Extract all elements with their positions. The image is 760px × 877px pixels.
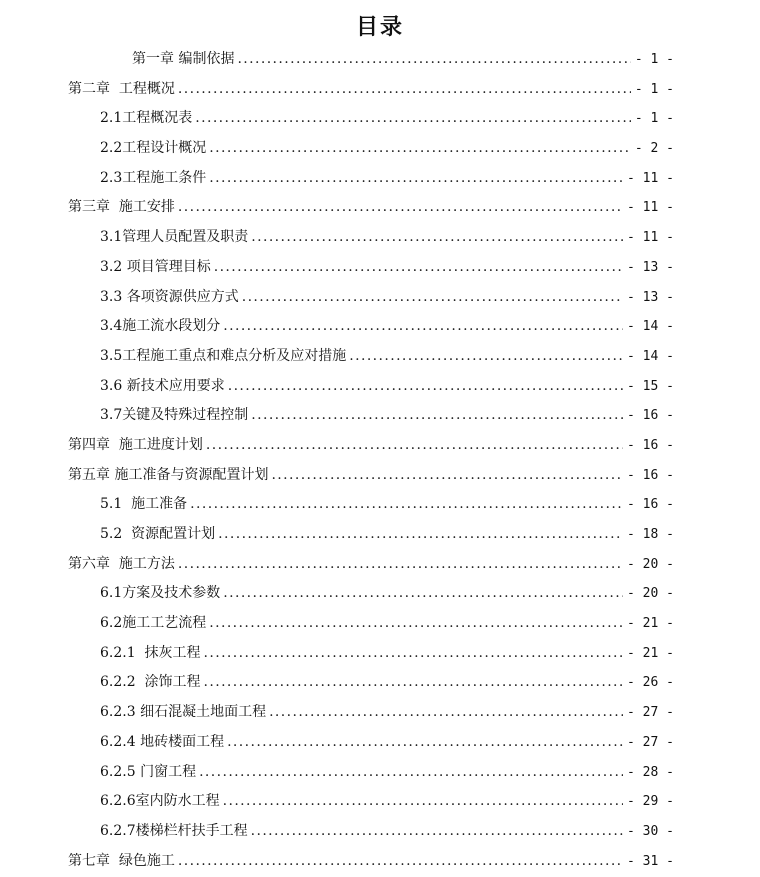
toc-entry-page: - 27 - <box>627 734 674 750</box>
toc-entry-label: 6.2.2 涂饰工程 <box>100 674 201 691</box>
toc-entry-label: 3.7关键及特殊过程控制 <box>100 407 249 424</box>
toc-entry[interactable] <box>0 787 760 817</box>
toc-entry-page: - 1 - <box>634 81 674 97</box>
toc-entry[interactable] <box>0 520 760 550</box>
toc-entry-page: - 27 - <box>627 705 674 721</box>
toc-entry[interactable] <box>0 847 760 877</box>
toc-entry[interactable] <box>0 431 760 461</box>
leader-dots <box>251 223 623 253</box>
toc-entry[interactable] <box>0 312 760 342</box>
leader-dots <box>204 668 624 698</box>
toc-entry-page: - 16 - <box>627 467 674 483</box>
toc-entry-page: - 16 - <box>627 497 674 513</box>
leader-dots <box>349 342 623 372</box>
leader-dots <box>209 134 631 164</box>
toc-entry[interactable] <box>0 550 760 580</box>
leader-dots <box>178 847 623 877</box>
table-of-contents <box>0 45 760 876</box>
toc-entry-page: - 13 - <box>627 289 674 305</box>
toc-entry-page: - 14 - <box>627 319 674 335</box>
toc-entry[interactable] <box>0 758 760 788</box>
toc-entry-label: 第七章 绿色施工 <box>68 852 175 869</box>
toc-entry-label: 第一章 编制依据 <box>132 51 235 67</box>
toc-entry-label: 5.2 资源配置计划 <box>100 526 216 542</box>
toc-entry[interactable] <box>0 372 760 402</box>
toc-entry[interactable] <box>0 75 760 105</box>
toc-entry[interactable] <box>0 698 760 728</box>
toc-entry-label: 2.2工程设计概况 <box>100 140 207 157</box>
toc-entry-label: 第四章 施工进度计划 <box>68 436 203 453</box>
toc-entry-page: - 2 - <box>634 141 674 157</box>
toc-entry[interactable] <box>0 193 760 223</box>
leader-dots <box>223 787 623 817</box>
toc-entry-page: - 28 - <box>627 764 674 780</box>
leader-dots <box>214 253 623 283</box>
toc-entry[interactable] <box>0 223 760 253</box>
toc-entry-page: - 29 - <box>627 794 674 810</box>
toc-entry-label: 第二章 工程概况 <box>68 80 175 97</box>
toc-entry-page: - 14 - <box>627 348 674 364</box>
toc-entry-page: - 26 - <box>627 675 674 691</box>
toc-entry-page: - 30 - <box>627 823 674 839</box>
toc-entry-label: 3.1管理人员配置及职责 <box>100 229 249 246</box>
toc-entry-label: 6.2.1 抹灰工程 <box>100 644 201 661</box>
toc-entry-page: - 20 - <box>627 586 674 602</box>
toc-entry[interactable] <box>0 579 760 609</box>
toc-entry-label: 6.2.3 细石混凝土地面工程 <box>100 704 267 721</box>
toc-entry[interactable] <box>0 728 760 758</box>
leader-dots <box>218 520 623 550</box>
toc-entry[interactable] <box>0 668 760 698</box>
leader-dots <box>206 431 623 461</box>
toc-entry-label: 6.2.6室内防水工程 <box>100 793 220 810</box>
leader-dots <box>228 372 623 402</box>
toc-entry-label: 5.1 施工准备 <box>100 496 188 513</box>
toc-entry[interactable] <box>0 134 760 164</box>
leader-dots <box>251 401 623 431</box>
toc-entry-page: - 31 - <box>627 853 674 869</box>
toc-entry[interactable] <box>0 45 760 75</box>
toc-entry-label: 3.3 各项资源供应方式 <box>100 288 239 305</box>
leader-dots <box>204 639 624 669</box>
toc-entry-page: - 20 - <box>627 556 674 572</box>
toc-entry[interactable] <box>0 461 760 491</box>
toc-entry[interactable] <box>0 342 760 372</box>
toc-entry-label: 6.2施工工艺流程 <box>100 615 207 632</box>
leader-dots <box>237 45 630 75</box>
toc-entry[interactable] <box>0 817 760 847</box>
toc-entry[interactable] <box>0 164 760 194</box>
toc-entry-label: 3.4施工流水段划分 <box>100 318 221 335</box>
toc-entry-label: 3.5工程施工重点和难点分析及应对措施 <box>100 347 347 364</box>
toc-entry-label: 6.2.5 门窗工程 <box>100 763 197 780</box>
toc-entry-label: 6.2.7楼梯栏杆扶手工程 <box>100 822 248 839</box>
leader-dots <box>209 164 623 194</box>
toc-entry-page: - 11 - <box>627 200 674 216</box>
toc-entry-label: 第六章 施工方法 <box>68 555 175 572</box>
leader-dots <box>178 193 623 223</box>
toc-entry-label: 3.2 项目管理目标 <box>100 258 211 275</box>
toc-entry-page: - 18 - <box>627 527 674 542</box>
toc-entry-page: - 11 - <box>627 230 674 246</box>
toc-entry-page: - 21 - <box>627 616 674 632</box>
leader-dots <box>199 758 623 788</box>
toc-entry-label: 6.2.4 地砖楼面工程 <box>100 733 225 750</box>
toc-entry[interactable] <box>0 401 760 431</box>
toc-entry-page: - 13 - <box>627 259 674 275</box>
toc-entry-label: 6.1方案及技术参数 <box>100 585 221 602</box>
toc-entry[interactable] <box>0 104 760 134</box>
leader-dots <box>271 461 623 491</box>
toc-entry-page: - 1 - <box>634 111 674 127</box>
toc-entry-label: 2.1工程概况表 <box>100 110 193 127</box>
leader-dots <box>269 698 623 728</box>
toc-entry[interactable] <box>0 490 760 520</box>
leader-dots <box>251 817 623 847</box>
leader-dots <box>178 75 631 105</box>
toc-entry-page: - 16 - <box>627 408 674 424</box>
toc-entry-label: 3.6 新技术应用要求 <box>100 377 225 394</box>
toc-entry-page: - 21 - <box>627 645 674 661</box>
leader-dots <box>178 550 623 580</box>
toc-entry[interactable] <box>0 253 760 283</box>
leader-dots <box>227 728 623 758</box>
toc-entry-page: - 15 - <box>627 378 674 394</box>
toc-title: 目录 <box>355 14 404 40</box>
toc-entry[interactable] <box>0 283 760 313</box>
leader-dots <box>190 490 623 520</box>
toc-entry-label: 第三章 施工安排 <box>68 199 175 216</box>
leader-dots <box>209 609 623 639</box>
toc-entry-page: - 11 - <box>627 170 674 186</box>
leader-dots <box>223 579 623 609</box>
leader-dots <box>195 104 631 134</box>
toc-entry-label: 2.3工程施工条件 <box>100 169 207 186</box>
toc-entry[interactable] <box>0 609 760 639</box>
leader-dots <box>242 283 623 313</box>
toc-entry-label: 第五章 施工准备与资源配置计划 <box>68 466 269 483</box>
leader-dots <box>223 312 623 342</box>
toc-entry-page: - 16 - <box>627 437 674 453</box>
toc-entry-page: - 1 - <box>634 52 674 67</box>
toc-entry[interactable] <box>0 639 760 669</box>
